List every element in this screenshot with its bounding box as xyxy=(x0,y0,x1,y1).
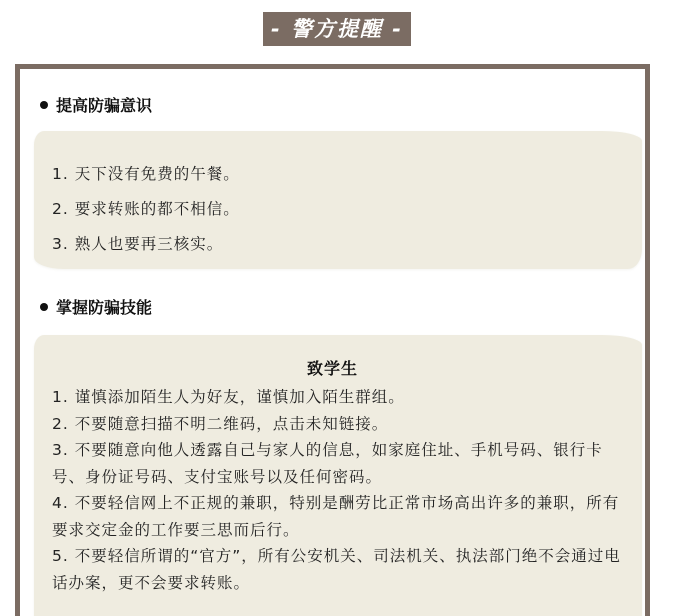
list-item: 3. 不要随意向他人透露自己与家人的信息，如家庭住址、手机号码、银行卡号、身份证号码、支付宝账号以及任何密码。 xyxy=(52,441,603,486)
decorative-dots-icon xyxy=(0,0,674,4)
list-item: 4. 不要轻信网上不正规的兼职，特别是酬劳比正常市场高出许多的兼职，所有要求交定金的工作要三思而后行。 xyxy=(52,494,620,539)
section-heading-awareness xyxy=(40,95,152,117)
content-frame xyxy=(15,64,650,616)
section-heading-label: 掌握防骗技能 xyxy=(56,298,153,317)
bullet-icon xyxy=(40,303,48,311)
list-item: 1. 谨慎添加陌生人为好友，谨慎加入陌生群组。 xyxy=(52,388,405,406)
bullet-icon xyxy=(40,101,48,109)
section-heading-skills xyxy=(40,297,152,319)
list-item: 2. 要求转账的都不相信。 xyxy=(52,200,240,218)
awareness-list xyxy=(52,157,612,262)
list-item: 1. 天下没有免费的午餐。 xyxy=(52,165,240,183)
skills-list xyxy=(52,384,624,596)
section-heading-label: 提高防骗意识 xyxy=(56,96,153,115)
list-item: 5. 不要轻信所谓的“官方”，所有公安机关、司法机关、执法部门绝不会通过电话办案，更不会要求转账。 xyxy=(52,547,621,592)
list-item: 2. 不要随意扫描不明二维码，点击未知链接。 xyxy=(52,414,389,433)
card-subtitle: 致学生 xyxy=(306,359,358,378)
page-title: - 警方提醒 - xyxy=(263,12,411,46)
list-item: 3. 熟人也要再三核实。 xyxy=(52,235,224,253)
title-wrap xyxy=(0,12,674,46)
